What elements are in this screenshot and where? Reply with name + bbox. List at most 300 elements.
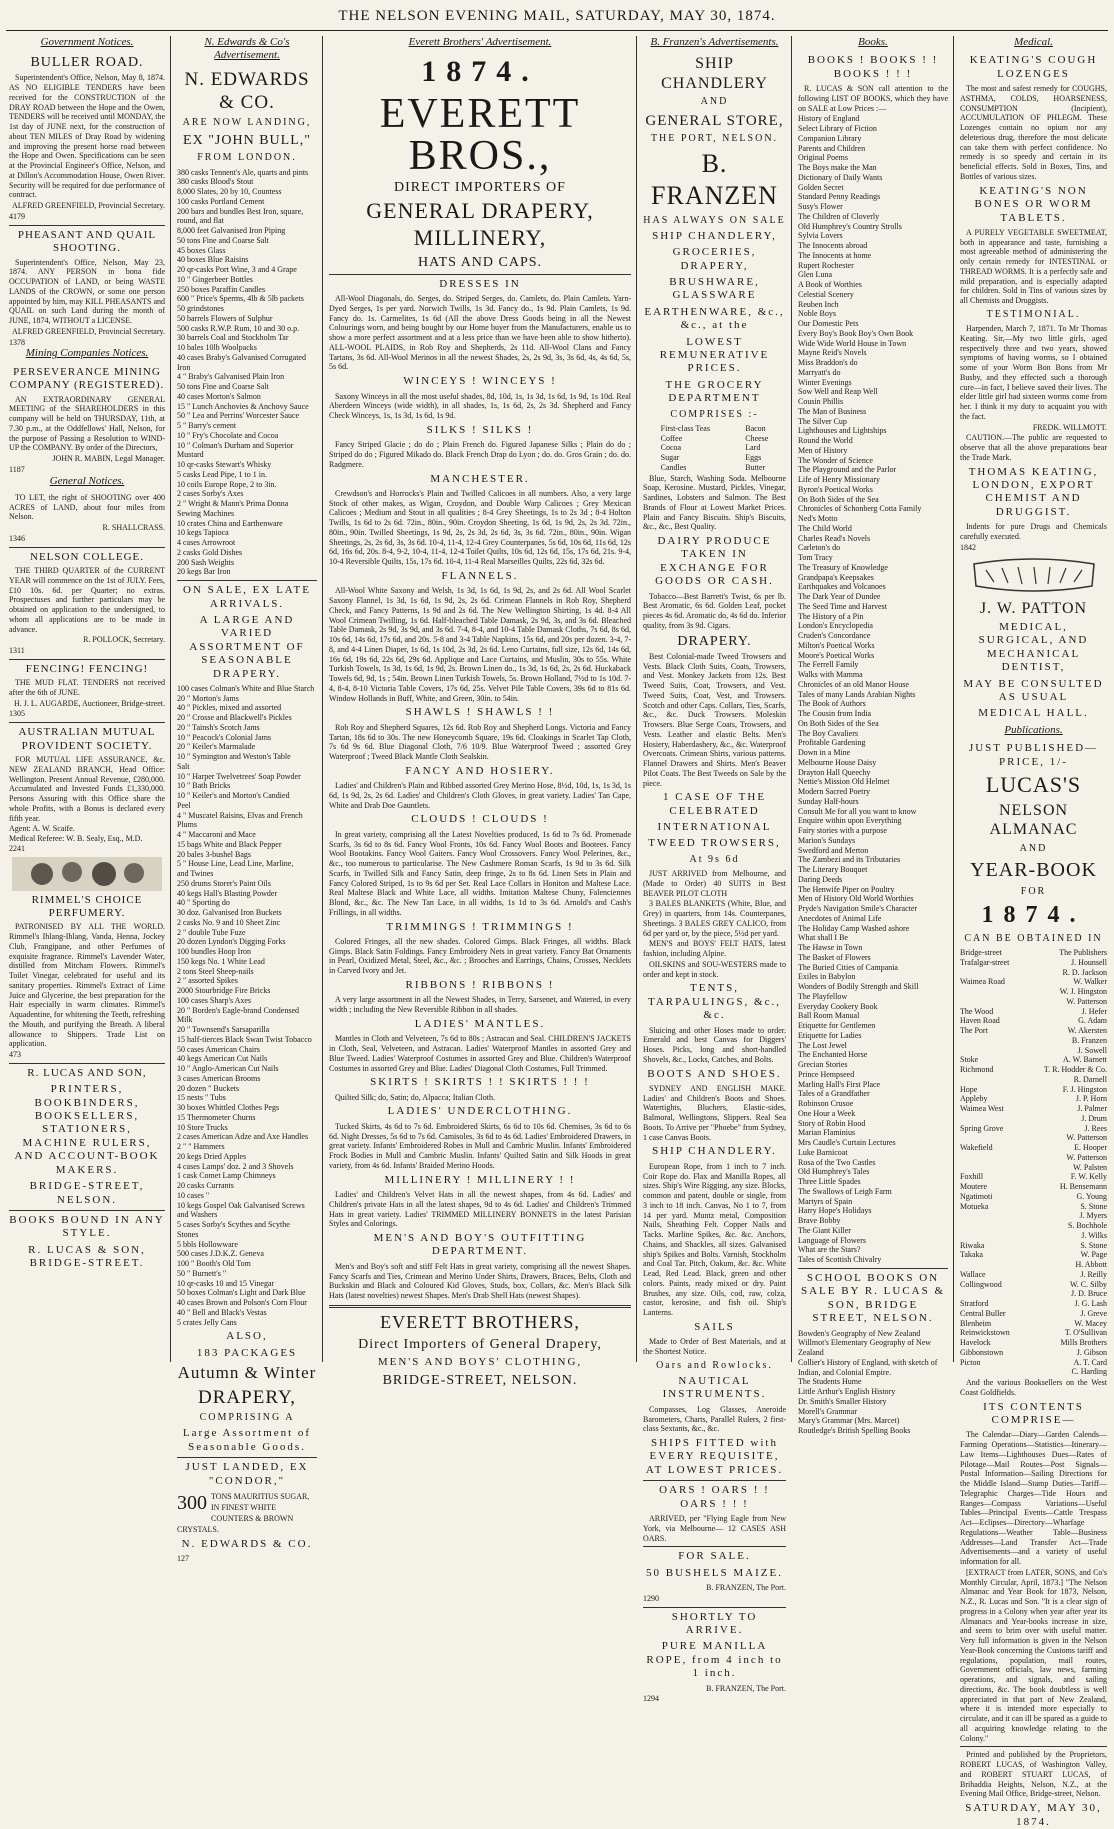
list-item: 20 " Townsend's Sarsaparilla xyxy=(177,1025,270,1035)
notice-title: BOOKS BOUND IN ANY STYLE. xyxy=(9,1213,165,1240)
section-heading: RIBBONS ! RIBBONS ! xyxy=(405,978,555,991)
agent-name: F. J. Hingston xyxy=(1062,1084,1107,1094)
list-item: Mrs Caudle's Curtain Lectures xyxy=(798,1138,896,1148)
list-item: Sewing Machines xyxy=(177,508,235,518)
list-item: Stones xyxy=(177,1229,199,1239)
list-item: 2 " " Hammers xyxy=(177,1142,225,1152)
agent-name: W. Patterson xyxy=(1066,1152,1107,1162)
list-item: Reuben Inch xyxy=(798,299,839,309)
list-item: 20 dozen " Buckets xyxy=(177,1083,240,1093)
agent-name: A. W. Barnett xyxy=(1063,1055,1107,1065)
list-item: Robinson Crusoe xyxy=(798,1099,854,1109)
divider xyxy=(960,1746,1107,1747)
list-item: Dictionary of Daily Wants xyxy=(798,172,883,182)
agent-row xyxy=(960,1192,1107,1202)
list-item: 10 " Anglo-American Cut Nails xyxy=(177,1064,279,1074)
ship-heading: SHIP CHANDLERY. xyxy=(652,1145,777,1158)
footer-subtitle: Direct Importers of General Drapery, xyxy=(358,1336,602,1352)
column-separator xyxy=(791,36,792,1362)
notice-number: 1187 xyxy=(9,464,25,474)
list-item: and Twines xyxy=(177,869,214,879)
list-item: 50 grindstones xyxy=(177,304,224,314)
list-item: 30 barrels Coal and Stockholm Tar xyxy=(177,333,289,343)
list-item: Cruden's Concordance xyxy=(798,631,871,641)
agent-row xyxy=(960,997,1107,1007)
agent-name: J. Rees xyxy=(1084,1123,1107,1133)
list-item: Tales of many Lands Arabian Nights xyxy=(798,689,916,699)
list-item: Willmot's Elementary Geography of New Zealand xyxy=(798,1338,932,1358)
list-item: Butter xyxy=(745,462,766,472)
list-item: Milk xyxy=(177,1015,193,1025)
sugar-description: TONS MAURITIUS SUGAR, IN FINEST WHITE COUNTERS & BROWN CRYSTALS. xyxy=(177,1491,310,1534)
agent-name: H. Bensemann xyxy=(1059,1182,1107,1192)
list-item: Moore's Poetical Works xyxy=(798,650,875,660)
list-item: 10 crates China and Earthenware xyxy=(177,518,283,528)
notice-number: 1346 xyxy=(9,533,25,543)
list-item: 30 boxes Whittled Clothes Pegs xyxy=(177,1103,280,1113)
almanac-year: 1874. xyxy=(981,901,1086,928)
ad-line: GROCERIES, DRAPERY, xyxy=(672,246,757,272)
column-separator xyxy=(170,36,171,1362)
list-item: Milton's Poetical Works xyxy=(798,640,875,650)
almanac-and: AND xyxy=(1019,842,1048,854)
agent-place: Takaka xyxy=(960,1250,983,1260)
agent-name: W. Macey xyxy=(1074,1318,1107,1328)
list-item: Etiquette for Gentlemen xyxy=(798,1021,876,1031)
list-item: Noble Boys xyxy=(798,309,836,319)
list-item: Cousin Phillis xyxy=(798,397,844,407)
notice-signature: R. LUCAS & SON, BRIDGE-STREET. xyxy=(28,1243,146,1270)
advertiser-name: EVERETT BROS., xyxy=(379,91,581,179)
list-item: 380 casks Blood's Stout xyxy=(177,177,254,187)
agent-place: Ngatimoti xyxy=(960,1191,993,1201)
divider xyxy=(329,274,631,275)
list-item: Rosa of the Two Castles xyxy=(798,1157,876,1167)
column-medical-publications xyxy=(955,36,1112,1828)
notice-number: 2241 xyxy=(9,843,25,853)
list-item: 20 " Morton's Jams xyxy=(177,693,239,703)
footer-men: MEN'S AND BOYS' CLOTHING, xyxy=(377,1355,583,1368)
list-item: Miss Braddon's do xyxy=(798,358,858,368)
masthead-rule xyxy=(6,30,1108,31)
ships-fitted: SHIPS FITTED with EVERY REQUISITE, AT LOWEST PRICES. xyxy=(645,1437,784,1476)
list-item: 50 tons Fine and Coarse Salt xyxy=(177,235,269,245)
list-item: Bacon xyxy=(745,423,766,433)
notice-signature: ALFRED GREENFIELD, Provincial Secretary. xyxy=(11,201,165,211)
agent-row xyxy=(960,1143,1107,1153)
list-item: Wonders of Bodily Strength and Skill xyxy=(798,982,919,992)
notice-number: 1290 xyxy=(643,1593,659,1603)
list-item: 20 " Keiler's Marmalade xyxy=(177,742,256,752)
section-body: Crewdson's and Horrocks's Plain and Twilled Calicoes in all numbers. Also, a very large Stock of other makes, as Wigan, Croydon, and Double Warp Calicoes ; Grey Mexican Calicoes ; Medium and Stout in all qualities ; 8-4 Grey Sheetings, 1s to 2s 3d ; 8-4 Holton Twills, 1s 6d to 2s 6d. 72in., 80in., 90in. Croydon Sheeting, 1s 6d, 1s 9d, 2s, 2s 3d. 72in., 80in., 90in. Twilled Sheetings, 1s 9d, 2s, 2s 3d, 2s 6d, 3s, 3s 6d. 72in., 80in., 90in. Wigan Sheetings, 2s, 2s 6d, 3s, 3s 6d. 10-4, 11-4, 12-4 Grey Counterpanes, 5s 6d, 10s 6d, 11s 6d, 12s 6d, 16s 6d, 20s. 8-4, 9-2, 10-4, 11-4, 12-4 Toilet Quilts, 10s 6d, 12s 6d, 15s, 17s 6d, 21s. 9-4, 10-4 Reversible Quilts, 15s, 17s 6d. 10-4, 11-4 Real Marseilles Quilts, 22s 6d, 32s 6d. xyxy=(329,488,631,567)
agent-name: T. O'Sullivan xyxy=(1064,1328,1107,1338)
agent-place: Picton xyxy=(960,1357,981,1367)
list-item: Sugar xyxy=(660,453,680,463)
list-item: Life of Henry Missionary xyxy=(798,475,880,485)
agent-name: R. D. Jackson xyxy=(1062,967,1107,977)
list-item: Marian Flaminius xyxy=(798,1128,856,1138)
divider xyxy=(643,1480,786,1481)
agent-place: Havelock xyxy=(960,1338,991,1348)
column-heading: Everett Brothers' Advertisement. xyxy=(408,36,552,48)
agent-place: Haven Road xyxy=(960,1016,1000,1026)
footer-address: BRIDGE-STREET, NELSON. xyxy=(382,1373,578,1389)
ad-line: TWEED TROWSERS, xyxy=(648,837,781,850)
ad-subtitle: DIRECT IMPORTERS OF xyxy=(394,180,566,195)
list-item: 40 cases Brown and Polson's Corn Flour xyxy=(177,1298,307,1308)
list-item: 10 cases " xyxy=(177,1190,210,1200)
ad-line: 1 CASE OF THE CELEBRATED xyxy=(662,791,767,817)
notice-number: 473 xyxy=(9,1050,21,1060)
agent-row xyxy=(960,977,1107,987)
list-item: 50 barrels Flowers of Sulphur xyxy=(177,313,273,323)
divider xyxy=(9,1063,165,1064)
almanac-title: NELSON ALMANAC xyxy=(989,801,1078,839)
agent-name: J. P. Horn xyxy=(1075,1094,1107,1104)
almanac-lucas: LUCAS'S xyxy=(985,772,1082,798)
column-separator xyxy=(953,36,954,1362)
list-item: 50 boxes Colman's Light and Dark Blue xyxy=(177,1288,306,1298)
list-item: 5 cases Sorby's Scythes and Scythe xyxy=(177,1220,290,1230)
ad-title: GENERAL STORE, xyxy=(645,112,784,129)
teeth-illustration xyxy=(964,556,1104,596)
column-separator xyxy=(636,36,637,1362)
agent-place: Gibbonstown xyxy=(960,1347,1004,1357)
list-item: The Hawse in Town xyxy=(798,943,863,953)
school-heading: SCHOOL BOOKS ON SALE BY R. LUCAS & SON, BRIDGE STREET, NELSON. xyxy=(800,1271,946,1325)
list-item: 20 dozen Lyndon's Digging Forks xyxy=(177,937,286,947)
list-item: Prince Hempseed xyxy=(798,1069,855,1079)
sugar-line xyxy=(177,1491,317,1535)
list-item: 15 nests " Tubs xyxy=(177,1093,226,1103)
dentist-name: J. W. PATTON xyxy=(979,599,1088,617)
list-item: 15 bags White and Black Pepper xyxy=(177,839,282,849)
list-item: Iron xyxy=(177,362,191,372)
agent-name: W. Patterson xyxy=(1066,996,1107,1006)
section-heading: LADIES' MANTLES. xyxy=(414,1017,546,1030)
ad-intro: ARE NOW LANDING, xyxy=(182,117,312,129)
list-item: The Holiday Camp Washed ashore xyxy=(798,923,910,933)
boots-heading: BOOTS AND SHOES. xyxy=(647,1067,782,1080)
list-item: 10 qr-casks Stewart's Whisky xyxy=(177,460,272,470)
ship-name: EX "JOHN BULL," xyxy=(183,133,311,149)
agent-name: W. Akersten xyxy=(1067,1026,1107,1036)
agent-name: J. Greve xyxy=(1080,1308,1107,1318)
section-body: Rob Roy and Shepherd Squares, 12s 6d. Rob Roy and Shepherd Longs. Victoria and Fancy Tartan, 18s 6d to 30s. The new Honeycomb Square, 19s 6d. Cloakings in Scarlet Tap Cloth, 7s 6d 9s 6d. Blue Diagonal Cloth, 7/6 10/9. Blue Waterproof Tweed ; assorted Grey Waterproof ; Tweed Black Mantle Cloth Sealskin. xyxy=(329,722,631,761)
agent-name: C. Harding xyxy=(1071,1367,1107,1377)
list-item: The Ferrell Family xyxy=(798,660,859,670)
list-item: 15 half-tierces Black Swan Twist Tobacco xyxy=(177,1034,312,1044)
notice-title: NELSON COLLEGE. xyxy=(30,550,144,563)
list-item: Tales of Scottish Chivalry xyxy=(798,1255,882,1265)
agent-row xyxy=(960,1094,1107,1104)
list-item: 10 coils Europe Rope, 2 to 3in. xyxy=(177,479,277,489)
agent-row xyxy=(960,1221,1107,1231)
list-item: The Zambezi and its Tributaries xyxy=(798,855,901,865)
list-item: Drayton Hall Queechy xyxy=(798,767,871,777)
list-item: 20 kegs Dried Apples xyxy=(177,1151,247,1161)
list-item: 100 cases Sharp's Axes xyxy=(177,995,252,1005)
list-item: 45 boxes Glass xyxy=(177,245,226,255)
list-item: Mustard xyxy=(177,450,204,460)
list-item: The Boy Cavaliers xyxy=(798,728,858,738)
list-item: Peel xyxy=(177,800,191,810)
list-item: The Enchanted Horse xyxy=(798,1050,868,1060)
drapery-line: DRAPERY, xyxy=(198,1387,296,1408)
list-item: Round the World xyxy=(798,436,853,446)
list-item: 5 " House Line, Lead Line, Marline, xyxy=(177,859,294,869)
list-item: Cocoa xyxy=(660,443,682,453)
ship-body: European Rope, from 1 inch to 7 inch. Coir Rope do. Flax and Manilla Ropes, all sizes. Ship's Wire Rigging, any size. Blocks, common and patent, double or single, from 3 inch to 18 inch. Canvas, No 1 to 7, from 14 per yard. Muntz metal, Composition Nails, Sheathing Felt. Copper Nails and Tacks. Marline Spikes, &c. &c. Anchors, Chains, and Shackles, all sizes. Galvanised ship's Spikes and Bolts. Varnish, Stockholm and Coal Tar. Pitch, Oakum, &c. &c. White Lead, Red Lead. Black, green and other colors. Paints, ready mixed or dry. Paint Brushes, any size. Oils, cod, raw, colza, castor, kerosine, and fish oil. Ship's Lanterns. xyxy=(643,1161,786,1318)
agent-row xyxy=(960,1319,1107,1329)
list-item: 10 " Colman's Durham and Superior xyxy=(177,440,294,450)
section-body: Ladies' and Children's Plain and Ribbed assorted Grey Merino Hose, 8½d, 10d, 1s, 1s 3d, 1s 6d, 1s 9d, 2s, 2s 6d. Ladies' and Children's Cloth Gloves, in great variety. Ladies' Tan Cape, White and Drab Doe Gauntlets. xyxy=(329,781,631,810)
list-item: The Silver Cup xyxy=(798,416,847,426)
list-item: The History of a Pin xyxy=(798,611,864,621)
agent-name: S. Stone xyxy=(1080,1240,1107,1250)
ad-body: A PURELY VEGETABLE SWEETMEAT, both in appearance and taste, furnishing a most agreeable method of administering the only certain remedy for INTESTINAL or THREAD WORMS. It is a perfectly safe and mild preparation, and is especially adapted for children. Sold in Tins of various sizes by all Chemists and Druggists. xyxy=(960,227,1107,306)
list-item: Eggs xyxy=(745,453,762,463)
list-item: Nettie's Mission Old Helmet xyxy=(798,777,890,787)
list-item: 20 kegs Bar Iron xyxy=(177,567,231,577)
agent-row xyxy=(960,1358,1107,1368)
section-heading: MILLINERY ! MILLINERY ! ! xyxy=(384,1173,576,1186)
agent-place: Wallace xyxy=(960,1269,986,1279)
agent-place: The Wood xyxy=(960,1006,994,1016)
list-item: Chronicles of Schonberg Cotta Family xyxy=(798,504,922,514)
list-item: History of England xyxy=(798,114,860,124)
testimonial-heading: TESTIMONIAL. xyxy=(986,308,1081,320)
agent-name: W. Palsten xyxy=(1073,1162,1107,1172)
manila-signature: B. FRANZEN, The Port. xyxy=(706,1683,786,1693)
agent-row xyxy=(960,1104,1107,1114)
divider xyxy=(177,580,317,581)
notice-signature: R. POLLOCK, Secretary. xyxy=(83,635,165,645)
list-item: Lighthouses and Lightships xyxy=(798,426,887,436)
list-item: 20 " Borden's Eagle-brand Condensed xyxy=(177,1005,300,1015)
list-item: Standard Penny Readings xyxy=(798,192,881,202)
list-item: 500 casks R.W.P. Rum, 10 and 30 o.p. xyxy=(177,323,300,333)
list-item: The Man of Business xyxy=(798,406,867,416)
agent-row xyxy=(960,1163,1107,1173)
agent-row xyxy=(960,1153,1107,1163)
list-item: 20 qr-casks Port Wine, 3 and 4 Grape xyxy=(177,265,297,275)
list-item: Old Humphrey's Tales xyxy=(798,1167,870,1177)
keating-signature: THOMAS KEATING, LONDON, EXPORT CHEMIST AND DRUGGIST. xyxy=(968,465,1099,518)
section-heading: SHAWLS ! SHAWLS ! ! xyxy=(405,706,555,719)
divider xyxy=(177,1457,317,1458)
notice-title: FENCING! FENCING! xyxy=(25,662,149,675)
list-item: 1 cask Comet Lamp Chimneys xyxy=(177,1171,276,1181)
list-item: 10 kegs Gospel Oak Galvanised Screws xyxy=(177,1200,305,1210)
agent-place: Waimea West xyxy=(960,1104,1004,1114)
contents-body: The Calendar—Diary—Garden Calends—Farming Operations—Statistics—Itinerary—Law Items—Lighthouses Dues—Rates of Pilotage—Mail Routes—Post Signals—Postal Information—Sailing Directions for the Middle Island—Stamp Duties—Tariff—Telegraphic Charges—Tide Hours and Ranges—Compass Variations—Useful Tables—Principal Events—Cattle Trespass Act—Eclipses—Directory—Wharfage Regulations—Weather Table—Business Addresses—Land Transfer Act—Trade Advertisements—and a variety of useful information for all. xyxy=(960,1430,1107,1567)
ad-title: SHIP CHANDLERY xyxy=(661,55,768,92)
section-body: In great variety, comprising all the Latest Novelties produced, 1s 6d to 7s 6d. Promenade Scarfs, 3s 6d to 8s 6d. Fancy Wool Fronts, 10s 6d. Fancy Wool Boots and Bootees. Fancy Wool Bootakins. Fancy Wool Gaiters. Fancy Wool Crossovers. Fancy Wool Pelerines, &c., &c., too numerous to particularise. The New Cashmere Roman Scarfs, 1s 9d to 3s 6d. Silk Scarfs, in Twilled Silk and Fancy Satin, deep fringe, 2s to 8s 6d. Linen Sets in Plain and Fancy Colored Striped, 1s to 9s 6d per Set. Real Lace Collars in Honiton and Maltese Lace. Real Maltese Black and White Lace, all widths. Imitation Maltese Chuny, Falenciennes Blond, &c., &c. The New Tan Lace, in all widths, 1s 1d to 3s 6d. Arnold's and Cash's Frillings, in all widths. xyxy=(329,829,631,917)
agent-row xyxy=(960,1367,1107,1377)
list-item: Plums xyxy=(177,820,198,830)
list-item: Language of Flowers xyxy=(798,1235,866,1245)
agent-place: Foxhill xyxy=(960,1172,984,1182)
drapery-heading: DRAPERY. xyxy=(677,633,752,649)
ad-line: LOWEST REMUNERATIVE PRICES. xyxy=(659,335,770,375)
section-body: Tucked Skirts, 4s 6d to 7s 6d. Embroidered Skirts, 6s 6d to 10s 6d. Chemises, 3s 6d to 6s 6d. Night Dresses, 5s 6d to 7s 6d. Camisoles, 3s 6d to 4s 6d. Ladies' Embroidered Drawers, in great variety. Infants' Embroidered Robes in Mull and Cambric Muslin. Infants' Embroidered Frock Bodies in Mull and Cambric Muslin. Infants' Quilted Satin and Silk Hoods in great variety, from 4s 6d. Infants' Braided Merino Hoods. xyxy=(329,1121,631,1170)
agent-row xyxy=(960,1026,1107,1036)
section-heading: SILKS ! SILKS ! xyxy=(426,423,534,436)
forsale-heading: FOR SALE. xyxy=(678,1550,751,1563)
list-item: 600 " Price's Sperms, 4lb & 5lb packets xyxy=(177,294,304,304)
list-item: 40 " Sporting do xyxy=(177,898,230,908)
indents-line: Indents for pure Drugs and Chemicals carefully executed. xyxy=(960,522,1107,541)
list-item: Winter Evenings xyxy=(798,377,852,387)
list-item: Carleton's do xyxy=(798,543,841,553)
list-item: On Both Sides of the Sea xyxy=(798,718,879,728)
just-published: JUST PUBLISHED—PRICE, 1/- xyxy=(968,742,1099,768)
agent-place: Central Buller xyxy=(960,1308,1006,1318)
agent-name: H. Abbott xyxy=(1075,1260,1107,1270)
agent-place: Stratford xyxy=(960,1299,989,1309)
list-item: round, and flat xyxy=(177,216,224,226)
ad-general: GENERAL DRAPERY, MILLINERY, xyxy=(366,198,594,250)
list-item: 20 casks Currants xyxy=(177,1181,234,1191)
list-item: 40 " Bell and Black's Vestas xyxy=(177,1307,267,1317)
notice-title: RIMMEL'S CHOICE PERFUMERY. xyxy=(31,893,143,919)
agent-name: J. Drum xyxy=(1081,1113,1107,1123)
list-item: 10 " Bath Bricks xyxy=(177,781,231,791)
agent-row xyxy=(960,1065,1107,1075)
ad-line: BRUSHWARE, GLASSWARE xyxy=(669,275,760,302)
list-item: Mary's Grammar (Mrs. Marcet) xyxy=(798,1416,900,1426)
list-item: Modern Sacred Poetry xyxy=(798,787,870,797)
notice-number: 1842 xyxy=(960,542,976,552)
section-body: Ladies' and Children's Velvet Hats in all the newest shapes, from 4s 6d. Ladies' and Children's private Hats in all the latest shapes, 9d to 4s 6d. Ladies' and Children's Trimmed Hats in great variety. Ladies' TRIMMED MILLINERY BONNETS in the latest Parisian Styles and Colorings. xyxy=(329,1190,631,1229)
notice-title: PHEASANT AND QUAIL SHOOTING. xyxy=(17,228,157,255)
list-item: Mayne Reid's Novels xyxy=(798,348,867,358)
sale-intro: A LARGE AND VARIED ASSORTMENT OF SEASONABLE DRAPERY. xyxy=(189,613,305,680)
list-item: Everyday Cookery Book xyxy=(798,1001,878,1011)
notice-body: PATRONISED BY ALL THE WORLD. Rimmel's Ihlang-Ihlang, Vanda, Henna, Jockey Club, Frangipane, and other Perfumes of exquisite fragrance. Rimmel's Lavender Water, distilled from Mitcham Flowers. Rimmel's Toilet Vinegar, celebrated for useful and its sanitary properties. Rimmel's Extract of Lime Juice and Glycerine, the best preparation for the Hair especially in warm climates. Rimmel's Aquadentine, for whitening the Teeth, refreshing the Mouth, and purifying the Breath. A liberal allowance to Shippers. Trade List on application. xyxy=(9,922,165,1049)
list-item: The Innocents at home xyxy=(798,250,872,260)
agent-place: Bridge-street xyxy=(960,948,1002,958)
list-item: London's Encyclopedia xyxy=(798,621,873,631)
list-item: Little Arthur's English History xyxy=(798,1387,896,1397)
section-heading: FLANNELS. xyxy=(441,569,519,582)
list-item: 4 " Muscatel Raisins, Elvas and French xyxy=(177,810,303,820)
medical-hall: MEDICAL HALL. xyxy=(978,707,1089,720)
shortly-heading: SHORTLY TO ARRIVE. xyxy=(671,1610,758,1636)
list-item: On Both Sides of the Sea xyxy=(798,494,879,504)
list-item: The Boys make the Man xyxy=(798,163,877,173)
section-heading: TRIMMINGS ! TRIMMINGS ! xyxy=(386,920,574,933)
manila-line: PURE MANILLA ROPE, from 4 inch to 1 inch. xyxy=(646,1640,783,1680)
list-item: Routledge's British Spelling Books xyxy=(798,1426,911,1436)
list-item: Sow Well and Reap Well xyxy=(798,387,878,397)
books-intro: R. LUCAS & SON call attention to the following LIST OF BOOKS, which they have on SALE at Low Prices :— xyxy=(798,84,948,113)
testimonial-body: Harpenden, March 7, 1871. To Mr Thomas Keating. Sir,—My two little girls, aged respectively three and two years, showed symptoms of having worms, so I obtained some of your Worm Bon Bons from Mr Busby, and they effected such a thorough cure—in fact, I believe saved their lives. The elder little girl had sixteen worms come from her. I think it my duty to acquaint you with the fact. xyxy=(960,324,1107,421)
list-item: Byron's Poetical Works xyxy=(798,484,873,494)
imprint-date: SATURDAY, MAY 30, 1874. xyxy=(965,1802,1102,1828)
agent-row xyxy=(960,1085,1107,1095)
list-item: The Playground and the Parlor xyxy=(798,465,897,475)
agent-row xyxy=(960,1016,1107,1026)
grocery-table xyxy=(643,424,786,473)
list-item: 4 cases Lamps' doz. 2 and 3 Shovels xyxy=(177,1161,294,1171)
agent-row xyxy=(960,1133,1107,1143)
list-item: Luke Barnicoat xyxy=(798,1147,848,1157)
list-item: Earthquakes and Volcanoes xyxy=(798,582,886,592)
goods-list xyxy=(177,684,317,1328)
column-heading: N. Edwards & Co's Advertisement. xyxy=(204,36,290,62)
list-item: Glen Luna xyxy=(798,270,832,280)
list-item: Exiles in Babylon xyxy=(798,972,856,982)
list-item: 2 cases Sorby's Axes xyxy=(177,489,244,499)
list-item: Golden Secret xyxy=(798,182,844,192)
list-item: 4 " Maccaroni and Mace xyxy=(177,830,256,840)
agent-place: Reinwickstown xyxy=(960,1328,1010,1338)
agent-row xyxy=(960,1202,1107,1212)
agent-place: Riwaka xyxy=(960,1240,985,1250)
list-item: 5 " Barry's cement xyxy=(177,421,237,431)
seasonable-line: Large Assortment of Seasonable Goods. xyxy=(182,1427,312,1453)
list-item: Marion's Sundays xyxy=(798,835,856,845)
list-item: 2 casks No. 9 and 10 Sheet Zinc xyxy=(177,917,281,927)
list-item: 8,000 Slates, 20 by 10, Countess xyxy=(177,187,282,197)
notice-body: THE THIRD QUARTER of the CURRENT YEAR will commence on the 1st of JULY. Fees, £10 10s. 6d. per Quarter; no extras. Prospectuses and further particulars may be obtained on application to the undersigned, to whom all applications are to be made in advance. xyxy=(9,566,165,634)
notice-number: 1305 xyxy=(9,709,25,719)
drapery-body: Best Colonial-made Tweed Trowsers and Vests. Black Cloth Suits, Coats, Trowsers, and Vest. Monkey Jackets from 12s. Best Tweed Suits, Coat, Trowsers, and Vest. Tweed Suits, Coat, Vest, and Trowsers. Scotch and other Caps. Collars, Ties, Scarfs, &c., &c. Duck Trowsers. Moleskin Trowsers. Blue Serge Coats, Trowsers, and Vests. Leather and elastic Belts. Men's Hosiery, Haberdashery, &c., &c. Waterproof Overcoats. Crimean Shirts, various patterns. Flannel Drawers and Shirts. Men's Beaver Pilot Coats. The Best Tweeds on Sale by the piece. xyxy=(643,651,786,788)
list-item: 3 cases American Brooms xyxy=(177,1073,261,1083)
agent-name: The Publishers xyxy=(1059,948,1107,958)
books-intro-caps: BOOKS ! BOOKS ! ! BOOKS ! ! ! xyxy=(807,54,939,80)
list-item: 40 cases Morton's Salmon xyxy=(177,391,261,401)
column-heading: Government Notices. xyxy=(40,36,134,48)
section-heading: Mining Companies Notices. xyxy=(25,347,149,360)
list-item: 10 bales 10lb Woolpacks xyxy=(177,343,257,353)
sails-body: Made to Order of Best Materials, and at the Shortest Notice. xyxy=(643,1337,786,1356)
agent-name: J. Wilks xyxy=(1081,1230,1107,1240)
list-item: 5 bbls Hollowware xyxy=(177,1239,238,1249)
obtained-line: CAN BE OBTAINED IN xyxy=(964,932,1103,944)
section-body: Saxony Winceys in all the most useful shades, 8d, 10d, 1s, 1s 3d, 1s 6d, 1s 9d, 1s 10d. Real Aberdeen Winceys (wide width), in all shades, 1s, 1s 6d, 2s, 2s 3d. Shepherd and Fancy Check Winceys, 1s, 1s 3d, 1s 6d, 1s 9d. xyxy=(329,391,631,421)
list-item: Bowden's Geography of New Zealand xyxy=(798,1328,921,1338)
tobacco-body: Tobacco—Best Barrett's Twist, 6s per lb. Best Aromatic, 6s 6d. Golden Leaf, pocket pieces 4s 6d. Aromatic do, 4s 6d do. Inferior quality, from 3s 9d. Cigars. xyxy=(643,591,786,630)
list-item: 200 bars and bundles Best Iron, square, xyxy=(177,206,304,216)
notice-body: AN EXTRAORDINARY GENERAL MEETING of the SHAREHOLDERS in this company will be held on THURSDAY, 11th, at 7.30 p.m., at the Oddfellows' Hall, Nelson, for the purpose of Passing a Resolution to WIND-UP the COMPANY. By order of the Directors, xyxy=(9,394,165,453)
column-heading: B. Franzen's Advertisements. xyxy=(650,36,779,48)
autumn-winter: Autumn & Winter xyxy=(177,1363,317,1383)
agent-row xyxy=(960,1309,1107,1319)
list-item: The Dark Year of Dundee xyxy=(798,592,881,602)
notice-number: 1294 xyxy=(643,1694,659,1704)
agent-row xyxy=(960,1280,1107,1290)
list-item: 50 tons Fine and Coarse Salt xyxy=(177,382,269,392)
list-item: Every Boy's Book Boy's Own Book xyxy=(798,328,914,338)
section-heading: FANCY AND HOSIERY. xyxy=(405,764,555,777)
list-item: Men of History Old World Worthies xyxy=(798,894,914,904)
agent-name: W. Walker xyxy=(1073,977,1107,987)
sugar-quantity: 300 xyxy=(177,1491,207,1514)
list-item: 2 cases American Adze and Axe Handles xyxy=(177,1132,309,1142)
list-item: The Child World xyxy=(798,523,852,533)
list-item: The Cousin from India xyxy=(798,709,872,719)
section-heading: Publications. xyxy=(1004,723,1063,736)
arrived-body: JUST ARRIVED from Melbourne, and (Made to Order) 40 SUITS in Best BEAVER PILOT CLOTH xyxy=(643,869,786,898)
section-body: Mantles in Cloth and Velveteen, 7s 6d to 80s ; Astracan and Seal. CHILDREN'S JACKETS in Cloth, Seal, Velveteen, and Astracan. Ladies' Waterproof Mantles in assorted Grey and Blue Tweed. Ladies' Waterproof Costumes in assorted Grey and Blue. Children's Waterproof Costumes in assorted Grey and Blue. Ladies' Diagonal Cloth Costumes, Full Trimmed. xyxy=(329,1034,631,1073)
notice-number: 127 xyxy=(177,1554,189,1564)
section-body: A very large assortment in all the Newest Shades, in Terry, Sarsenet, and Watered, in every width ; including the New Reversible Ribbon in all shades. xyxy=(329,995,631,1015)
list-item: The Giant Killer xyxy=(798,1225,851,1235)
flower-illustration xyxy=(12,857,162,891)
